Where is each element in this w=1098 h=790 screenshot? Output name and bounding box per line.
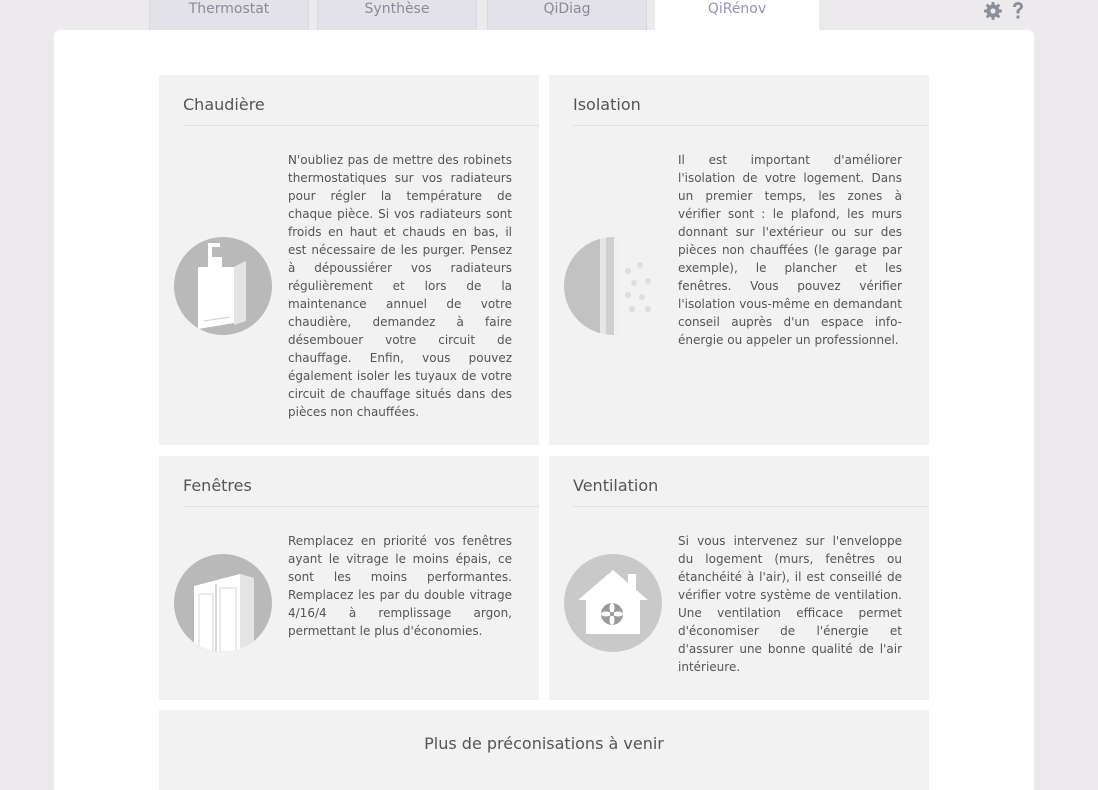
card-fenetres bbox=[159, 456, 539, 700]
card-title: Ventilation bbox=[573, 476, 659, 495]
tab-synthese[interactable]: Synthèse bbox=[317, 0, 477, 30]
card-text: Remplacez en priorité vos fenêtres ayant le vitrage le moins épais, ce sont les moins performantes. Remplacez les par du double vitrage 4/16/4 à remplissage argon, permettant le plus d'économies. bbox=[288, 534, 512, 638]
divider bbox=[183, 506, 539, 507]
boiler-icon bbox=[174, 237, 272, 335]
tab-thermostat[interactable]: Thermostat bbox=[149, 0, 309, 30]
card-title: Fenêtres bbox=[183, 476, 252, 495]
gear-icon[interactable] bbox=[983, 1, 1003, 21]
divider bbox=[573, 125, 929, 126]
card-ventilation bbox=[549, 456, 929, 700]
header-actions bbox=[983, 0, 1025, 22]
card-isolation bbox=[549, 75, 929, 445]
window-icon bbox=[174, 554, 272, 652]
card-text: N'oubliez pas de mettre des robinets thermostatiques sur vos radiateurs pour régler la température de chaque pièce. Si vos radiateurs sont froids en haut et chauds en bas, il est nécessaire de les purger. Pensez à dépoussiérer vos radiateurs régulièrement et lors de la maintenance annuel de votre chaudière, demandez à faire désembouer votre circuit de chauffage. Enfin, vous pouvez également isoler les tuyaux de votre circuit de chauffage situés dans des pièces non chauffées. bbox=[288, 153, 512, 419]
card-chaudiere bbox=[159, 75, 539, 445]
card-title: Chaudière bbox=[183, 95, 265, 114]
tab-qirenov[interactable]: QiRénov bbox=[655, 0, 819, 30]
divider bbox=[573, 506, 929, 507]
house-fan-icon bbox=[564, 554, 662, 652]
card-text: Il est important d'améliorer l'isolation de votre logement. Dans un premier temps, les zones à vérifier sont : le plafond, les murs donnant sur l'extérieur ou sur des pièces non chauffées (le garage par exemple), le plancher et les fenêtres. Vous pouvez vérifier l'isolation vous-même en demandant conseil auprès d'un espace info-énergie ou appeler un professionnel. bbox=[678, 153, 902, 347]
tab-qidiag[interactable]: QiDiag bbox=[487, 0, 647, 30]
question-icon[interactable] bbox=[1011, 1, 1025, 21]
more-label: Plus de préconisations à venir bbox=[424, 734, 664, 753]
divider bbox=[183, 125, 539, 126]
more-recommendations bbox=[159, 710, 929, 790]
main-panel bbox=[54, 30, 1034, 790]
insulation-icon bbox=[564, 237, 662, 335]
card-text: Si vous intervenez sur l'enveloppe du logement (murs, fenêtres ou étanchéité à l'air), il est conseillé de vérifier votre système de ventilation. Une ventilation efficace permet d'économiser de l'énergie et d'assurer une bonne qualité de l'air intérieure. bbox=[678, 534, 902, 674]
card-title: Isolation bbox=[573, 95, 641, 114]
